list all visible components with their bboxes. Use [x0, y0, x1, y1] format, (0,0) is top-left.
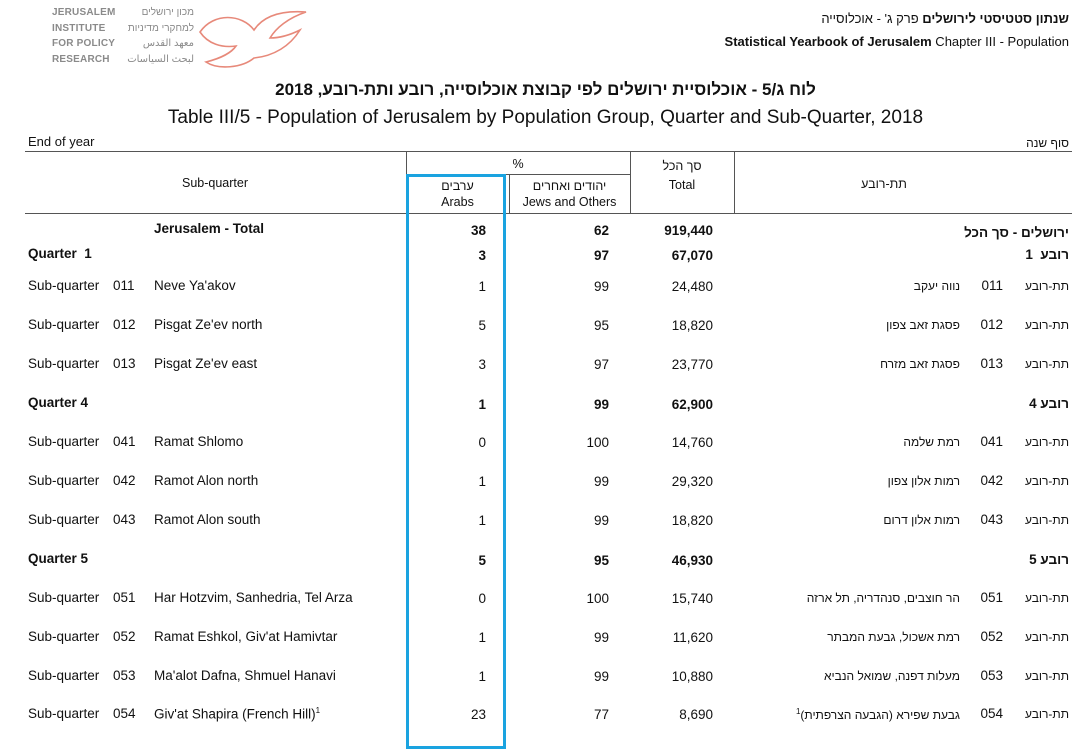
arabs-value: 5	[478, 553, 486, 568]
arabs-value: 3	[478, 357, 486, 372]
arabs-value: 1	[478, 630, 486, 645]
subquarter-prefix: Sub-quarter	[28, 278, 100, 293]
table-row	[0, 434, 1091, 473]
subquarter-name-en: Ramot Alon north	[154, 473, 259, 488]
subquarter-prefix-he: תת-רובע	[1024, 630, 1069, 644]
footnote-marker: 1	[315, 706, 321, 715]
row-label-en: Quarter 4	[28, 395, 89, 410]
chapter-header-he	[821, 11, 1069, 26]
arabs-value: 38	[470, 223, 486, 238]
subquarter-code: 013	[113, 356, 136, 371]
subquarter-code-he: 011	[981, 278, 1003, 293]
subquarter-name-he-wrap	[796, 707, 960, 722]
jews-value: 97	[593, 357, 609, 372]
subquarter-name-en: Ramot Alon south	[154, 512, 261, 527]
subquarter-prefix: Sub-quarter	[28, 590, 100, 605]
arabs-value: 1	[478, 513, 486, 528]
subquarter-name-en: Pisgat Ze'ev east	[154, 356, 258, 371]
total-value: 23,770	[671, 357, 713, 372]
logo-line: RESEARCH	[52, 53, 110, 65]
table-row	[0, 629, 1091, 668]
arabs-value: 3	[478, 248, 486, 263]
subquarter-name-en: Pisgat Ze'ev north	[154, 317, 263, 332]
subquarter-name-en: Ramat Shlomo	[154, 434, 244, 449]
row-label-he: רובע 1	[1025, 247, 1069, 262]
table-row	[0, 278, 1091, 317]
subquarter-prefix: Sub-quarter	[28, 356, 100, 371]
subquarter-prefix: Sub-quarter	[28, 629, 100, 644]
total-value: 46,930	[671, 553, 713, 568]
logo-line: JERUSALEM	[52, 7, 116, 18]
row-label-en: Jerusalem - Total	[154, 221, 265, 236]
jews-value: 95	[593, 553, 609, 568]
jews-value: 62	[593, 223, 609, 238]
logo-line: لبحث السياسات	[127, 53, 194, 65]
logo-text-he	[114, 5, 194, 67]
logo-line: מכון ירושלים	[141, 7, 194, 18]
subquarter-prefix: Sub-quarter	[28, 512, 100, 527]
table-row	[0, 706, 1091, 745]
subquarter-name-he: הר חוצבים, סנהדריה, תל ארזה	[806, 591, 960, 605]
subquarter-code-he: 042	[980, 473, 1003, 488]
subquarter-name-he: רמת אשכול, גבעת המבתר	[827, 630, 960, 644]
subquarter-prefix-he: תת-רובע	[1024, 707, 1069, 721]
header-jews-en: Jews and Others	[522, 195, 617, 209]
table-row	[0, 356, 1091, 395]
subquarter-code: 041	[113, 434, 136, 449]
subquarter-prefix-he: תת-רובע	[1024, 513, 1069, 527]
total-value: 62,900	[671, 397, 713, 412]
subquarter-name-he: פסגת זאב מזרח	[880, 357, 960, 371]
subquarter-prefix: Sub-quarter	[28, 706, 100, 721]
row-label-he: רובע 4	[1029, 396, 1069, 411]
arabs-column-highlight	[406, 174, 506, 749]
subquarter-code: 042	[113, 473, 136, 488]
subquarter-prefix: Sub-quarter	[28, 668, 100, 683]
table-row	[0, 551, 1091, 590]
subquarter-code-he: 041	[980, 434, 1003, 449]
header-arabs-en: Arabs	[441, 195, 474, 209]
table-row	[0, 395, 1091, 434]
subquarter-prefix: Sub-quarter	[28, 317, 100, 332]
table-title-en: Table III/5 - Population of Jerusalem by Population Group, Quarter and Sub-Quarter, 2018	[167, 107, 924, 128]
chapter-label-en: Chapter III - Population	[931, 34, 1069, 49]
chapter-label-he: פרק ג' - אוכלוסייה	[821, 11, 923, 26]
jews-value: 100	[586, 435, 609, 450]
arabs-value: 23	[470, 707, 486, 722]
subquarter-name-en-wrap	[154, 706, 320, 722]
subquarter-code: 012	[113, 317, 136, 332]
logo-line: FOR POLICY	[52, 38, 116, 49]
subquarter-name-en: Har Hotzvim, Sanhedria, Tel Arza	[154, 590, 353, 605]
jews-value: 99	[593, 279, 609, 294]
row-label-he: רובע 5	[1029, 552, 1069, 567]
header-jews	[509, 178, 630, 210]
end-of-year-en: End of year	[28, 134, 95, 149]
yearbook-title-he: שנתון סטטיסטי לירושלים	[922, 11, 1069, 26]
header-total-he: סך הכל	[662, 159, 702, 173]
header-arabs-he: ערבים	[441, 179, 474, 193]
subquarter-code: 053	[113, 668, 136, 683]
dove-logo-icon	[196, 4, 308, 70]
arabs-value: 0	[478, 591, 486, 606]
table-row	[0, 473, 1091, 512]
subquarter-name-he: רמות אלון צפון	[887, 474, 960, 488]
subquarter-prefix-he: תת-רובע	[1024, 474, 1069, 488]
subquarter-code-he: 012	[980, 317, 1003, 332]
jews-value: 100	[586, 591, 609, 606]
header-bottom-rule	[25, 213, 1072, 214]
subquarter-code-he: 052	[980, 629, 1003, 644]
arabs-value: 1	[478, 279, 486, 294]
table-row	[0, 668, 1091, 707]
jews-value: 77	[593, 707, 609, 722]
subquarter-prefix-he: תת-רובע	[1024, 279, 1069, 293]
table-title-he: לוח ג/5 - אוכלוסיית ירושלים לפי קבוצת אוכלוסייה, רובע ותת-רובע, 2018	[275, 80, 816, 99]
logo-line: INSTITUTE	[52, 22, 106, 34]
header-jews-he: יהודים ואחרים	[532, 179, 607, 193]
subquarter-name-en: Giv'at Shapira (French Hill)	[154, 706, 316, 722]
total-value: 29,320	[671, 474, 713, 489]
subquarter-name-he: פסגת זאב צפון	[886, 318, 960, 332]
subquarter-code-he: 043	[980, 512, 1003, 527]
arabs-value: 0	[478, 435, 486, 450]
table-top-rule	[25, 151, 1072, 152]
jews-value: 99	[593, 513, 609, 528]
subquarter-code-he: 053	[980, 668, 1003, 683]
subquarter-name-en: Ramat Eshkol, Giv'at Hamivtar	[154, 629, 338, 644]
jews-value: 99	[593, 397, 609, 412]
subquarter-code-he: 051	[980, 590, 1003, 605]
subquarter-prefix-he: תת-רובע	[1024, 669, 1069, 683]
subquarter-prefix-he: תת-רובע	[1024, 435, 1069, 449]
chapter-header-en	[725, 34, 1069, 49]
total-value: 24,480	[671, 279, 713, 294]
total-value: 10,880	[671, 669, 713, 684]
header-subquarter-he: תת-רובע	[861, 177, 907, 191]
total-value: 8,690	[679, 707, 713, 722]
total-value: 67,070	[671, 248, 713, 263]
subquarter-name-he: מעלות דפנה, שמואל הנביא	[824, 669, 960, 683]
total-value: 18,820	[671, 318, 713, 333]
subquarter-prefix-he: תת-רובע	[1024, 318, 1069, 332]
row-label-en: Quarter 5	[28, 551, 89, 566]
arabs-value: 1	[478, 397, 486, 412]
total-value: 14,760	[671, 435, 713, 450]
jews-value: 99	[593, 669, 609, 684]
subquarter-code-he: 013	[980, 356, 1003, 371]
arabs-value: 5	[478, 318, 486, 333]
subquarter-name-en: Neve Ya'akov	[154, 278, 236, 293]
subquarter-name-en: Ma'alot Dafna, Shmuel Hanavi	[154, 668, 336, 683]
header-subquarter-en: Sub-quarter	[181, 176, 248, 190]
total-value: 919,440	[664, 223, 713, 238]
arabs-value: 1	[478, 669, 486, 684]
subquarter-code-he: 054	[980, 706, 1003, 721]
header-total	[630, 158, 734, 193]
subquarter-name-he: גבעת שפירא (הגבעה הצרפתית)	[800, 708, 960, 722]
logo-line: معهد القدس	[142, 38, 194, 49]
subquarter-code: 043	[113, 512, 136, 527]
subquarter-prefix: Sub-quarter	[28, 473, 100, 488]
table-row	[0, 512, 1091, 551]
subquarter-code: 052	[113, 629, 136, 644]
end-of-year-he: סוף שנה	[1026, 136, 1069, 150]
footnote-marker-he: 1	[795, 707, 801, 716]
header-total-en: Total	[668, 178, 696, 192]
total-value: 15,740	[671, 591, 713, 606]
subquarter-prefix-he: תת-רובע	[1024, 357, 1069, 371]
jews-value: 95	[593, 318, 609, 333]
subquarter-name-he: רמות אלון דרום	[883, 513, 960, 527]
subquarter-code: 051	[113, 590, 136, 605]
total-value: 11,620	[672, 630, 713, 645]
yearbook-title-en: Statistical Yearbook of Jerusalem	[724, 34, 932, 49]
subquarter-prefix: Sub-quarter	[28, 434, 100, 449]
total-value: 18,820	[671, 513, 713, 528]
header-percent: %	[512, 157, 524, 171]
arabs-value: 1	[478, 474, 486, 489]
table-row	[0, 317, 1091, 356]
subquarter-prefix-he: תת-רובע	[1024, 591, 1069, 605]
row-label-en: Quarter 1	[28, 246, 92, 261]
jews-value: 99	[593, 474, 609, 489]
subquarter-code: 054	[113, 706, 136, 721]
row-label-he: ירושלים - סך הכל	[964, 225, 1069, 240]
logo-text-en	[52, 5, 115, 67]
subquarter-name-he: נווה יעקב	[913, 279, 960, 293]
jews-value: 99	[593, 630, 609, 645]
subquarter-code: 011	[113, 278, 135, 293]
jews-value: 97	[593, 248, 609, 263]
subquarter-name-he: רמת שלמה	[903, 435, 960, 449]
table-row	[0, 590, 1091, 629]
logo-line: למחקרי מדיניות	[127, 22, 194, 34]
